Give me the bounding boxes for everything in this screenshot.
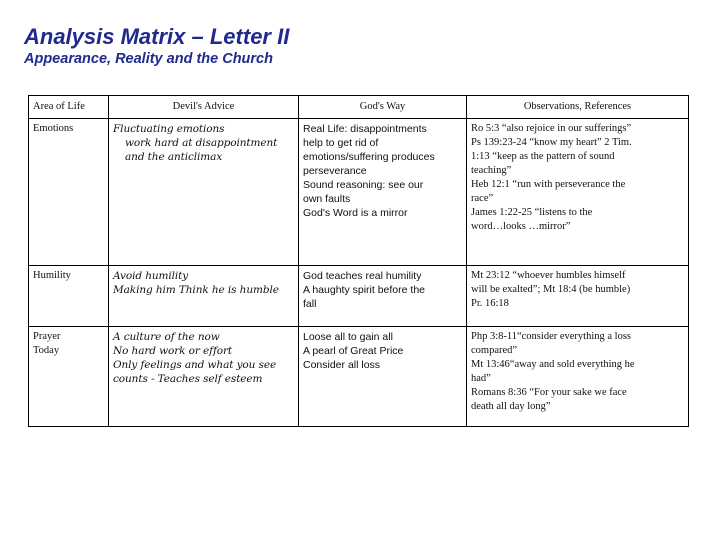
gods-line: Sound reasoning: see our: [303, 179, 424, 191]
obs-line: Mt 23:12 “whoever humbles himself: [471, 270, 626, 281]
gods-line: emotions/suffering produces: [303, 151, 435, 163]
obs-line: will be exalted”; Mt 18:4 (be humble): [471, 284, 631, 295]
gods-line: Real Life: disappointments: [303, 123, 427, 135]
gods-line: perseverance: [303, 165, 367, 177]
gods-line: help to get rid of: [303, 137, 379, 149]
devil-advice-cell: [109, 266, 299, 327]
obs-line: word…looks …mirror”: [471, 221, 571, 232]
observations-cell: [467, 327, 689, 427]
devil-line: A culture of the now: [113, 331, 220, 343]
header-row: [29, 96, 689, 119]
devil-line: Making him Think he is humble: [113, 284, 279, 296]
column-header-observations: Observations, References: [467, 96, 689, 119]
obs-line: death all day long”: [471, 401, 551, 412]
devil-advice-cell: [109, 119, 299, 266]
obs-line: had”: [471, 373, 491, 384]
area-line: Humility: [33, 270, 71, 281]
area-line: Emotions: [33, 123, 74, 134]
column-header-god: God's Way: [299, 96, 467, 119]
table-row: [29, 266, 689, 327]
devil-line: Fluctuating emotions: [113, 123, 225, 135]
devil-line: and the anticlimax: [125, 151, 223, 163]
obs-line: race”: [471, 193, 494, 204]
gods-line: God teaches real humility: [303, 270, 422, 282]
gods-way-cell: [299, 266, 467, 327]
devil-line: counts - Teaches self esteem: [113, 373, 263, 385]
obs-line: teaching”: [471, 165, 512, 176]
column-header-area: Area of Life: [29, 96, 109, 119]
gods-line: A pearl of Great Price: [303, 345, 404, 357]
obs-line: Romans 8:36 “For your sake we face: [471, 387, 627, 398]
gods-way-cell: [299, 119, 467, 266]
gods-line: own faults: [303, 193, 351, 205]
gods-line: A haughty spirit before the: [303, 284, 425, 296]
gods-line: fall: [303, 298, 317, 310]
gods-line: God's Word is a mirror: [303, 207, 408, 219]
devil-line: Only feelings and what you see: [113, 359, 277, 371]
observations-cell: [467, 119, 689, 266]
area-cell: [29, 266, 109, 327]
page-subtitle: Appearance, Reality and the Church: [24, 51, 273, 67]
devil-line: Avoid humility: [113, 270, 189, 282]
observations-cell: [467, 266, 689, 327]
gods-way-cell: [299, 327, 467, 427]
obs-line: Php 3:8-11“consider everything a loss: [471, 331, 631, 342]
column-header-devil: Devil's Advice: [109, 96, 299, 119]
devil-line: work hard at disappointment: [125, 137, 278, 149]
obs-line: Pr. 16:18: [471, 298, 509, 309]
area-line: Today: [33, 345, 60, 356]
table-row: [29, 119, 689, 266]
obs-line: Mt 13:46“away and sold everything he: [471, 359, 635, 370]
obs-line: Ps 139:23-24 “know my heart” 2 Tim.: [471, 137, 632, 148]
analysis-matrix-table: [28, 95, 689, 427]
area-cell: [29, 327, 109, 427]
devil-advice-cell: [109, 327, 299, 427]
page-title: Analysis Matrix – Letter II: [24, 24, 290, 49]
area-line: Prayer: [33, 331, 61, 342]
obs-line: James 1:22-25 “listens to the: [471, 207, 593, 218]
obs-line: 1:13 “keep as the pattern of sound: [471, 151, 615, 162]
devil-line: No hard work or effort: [113, 345, 233, 357]
gods-line: Loose all to gain all: [303, 331, 393, 343]
area-cell: [29, 119, 109, 266]
obs-line: compared”: [471, 345, 518, 356]
table-row: [29, 327, 689, 427]
obs-line: Heb 12:1 “run with perseverance the: [471, 179, 626, 190]
obs-line: Ro 5:3 “also rejoice in our sufferings”: [471, 123, 632, 134]
gods-line: Consider all loss: [303, 359, 381, 371]
